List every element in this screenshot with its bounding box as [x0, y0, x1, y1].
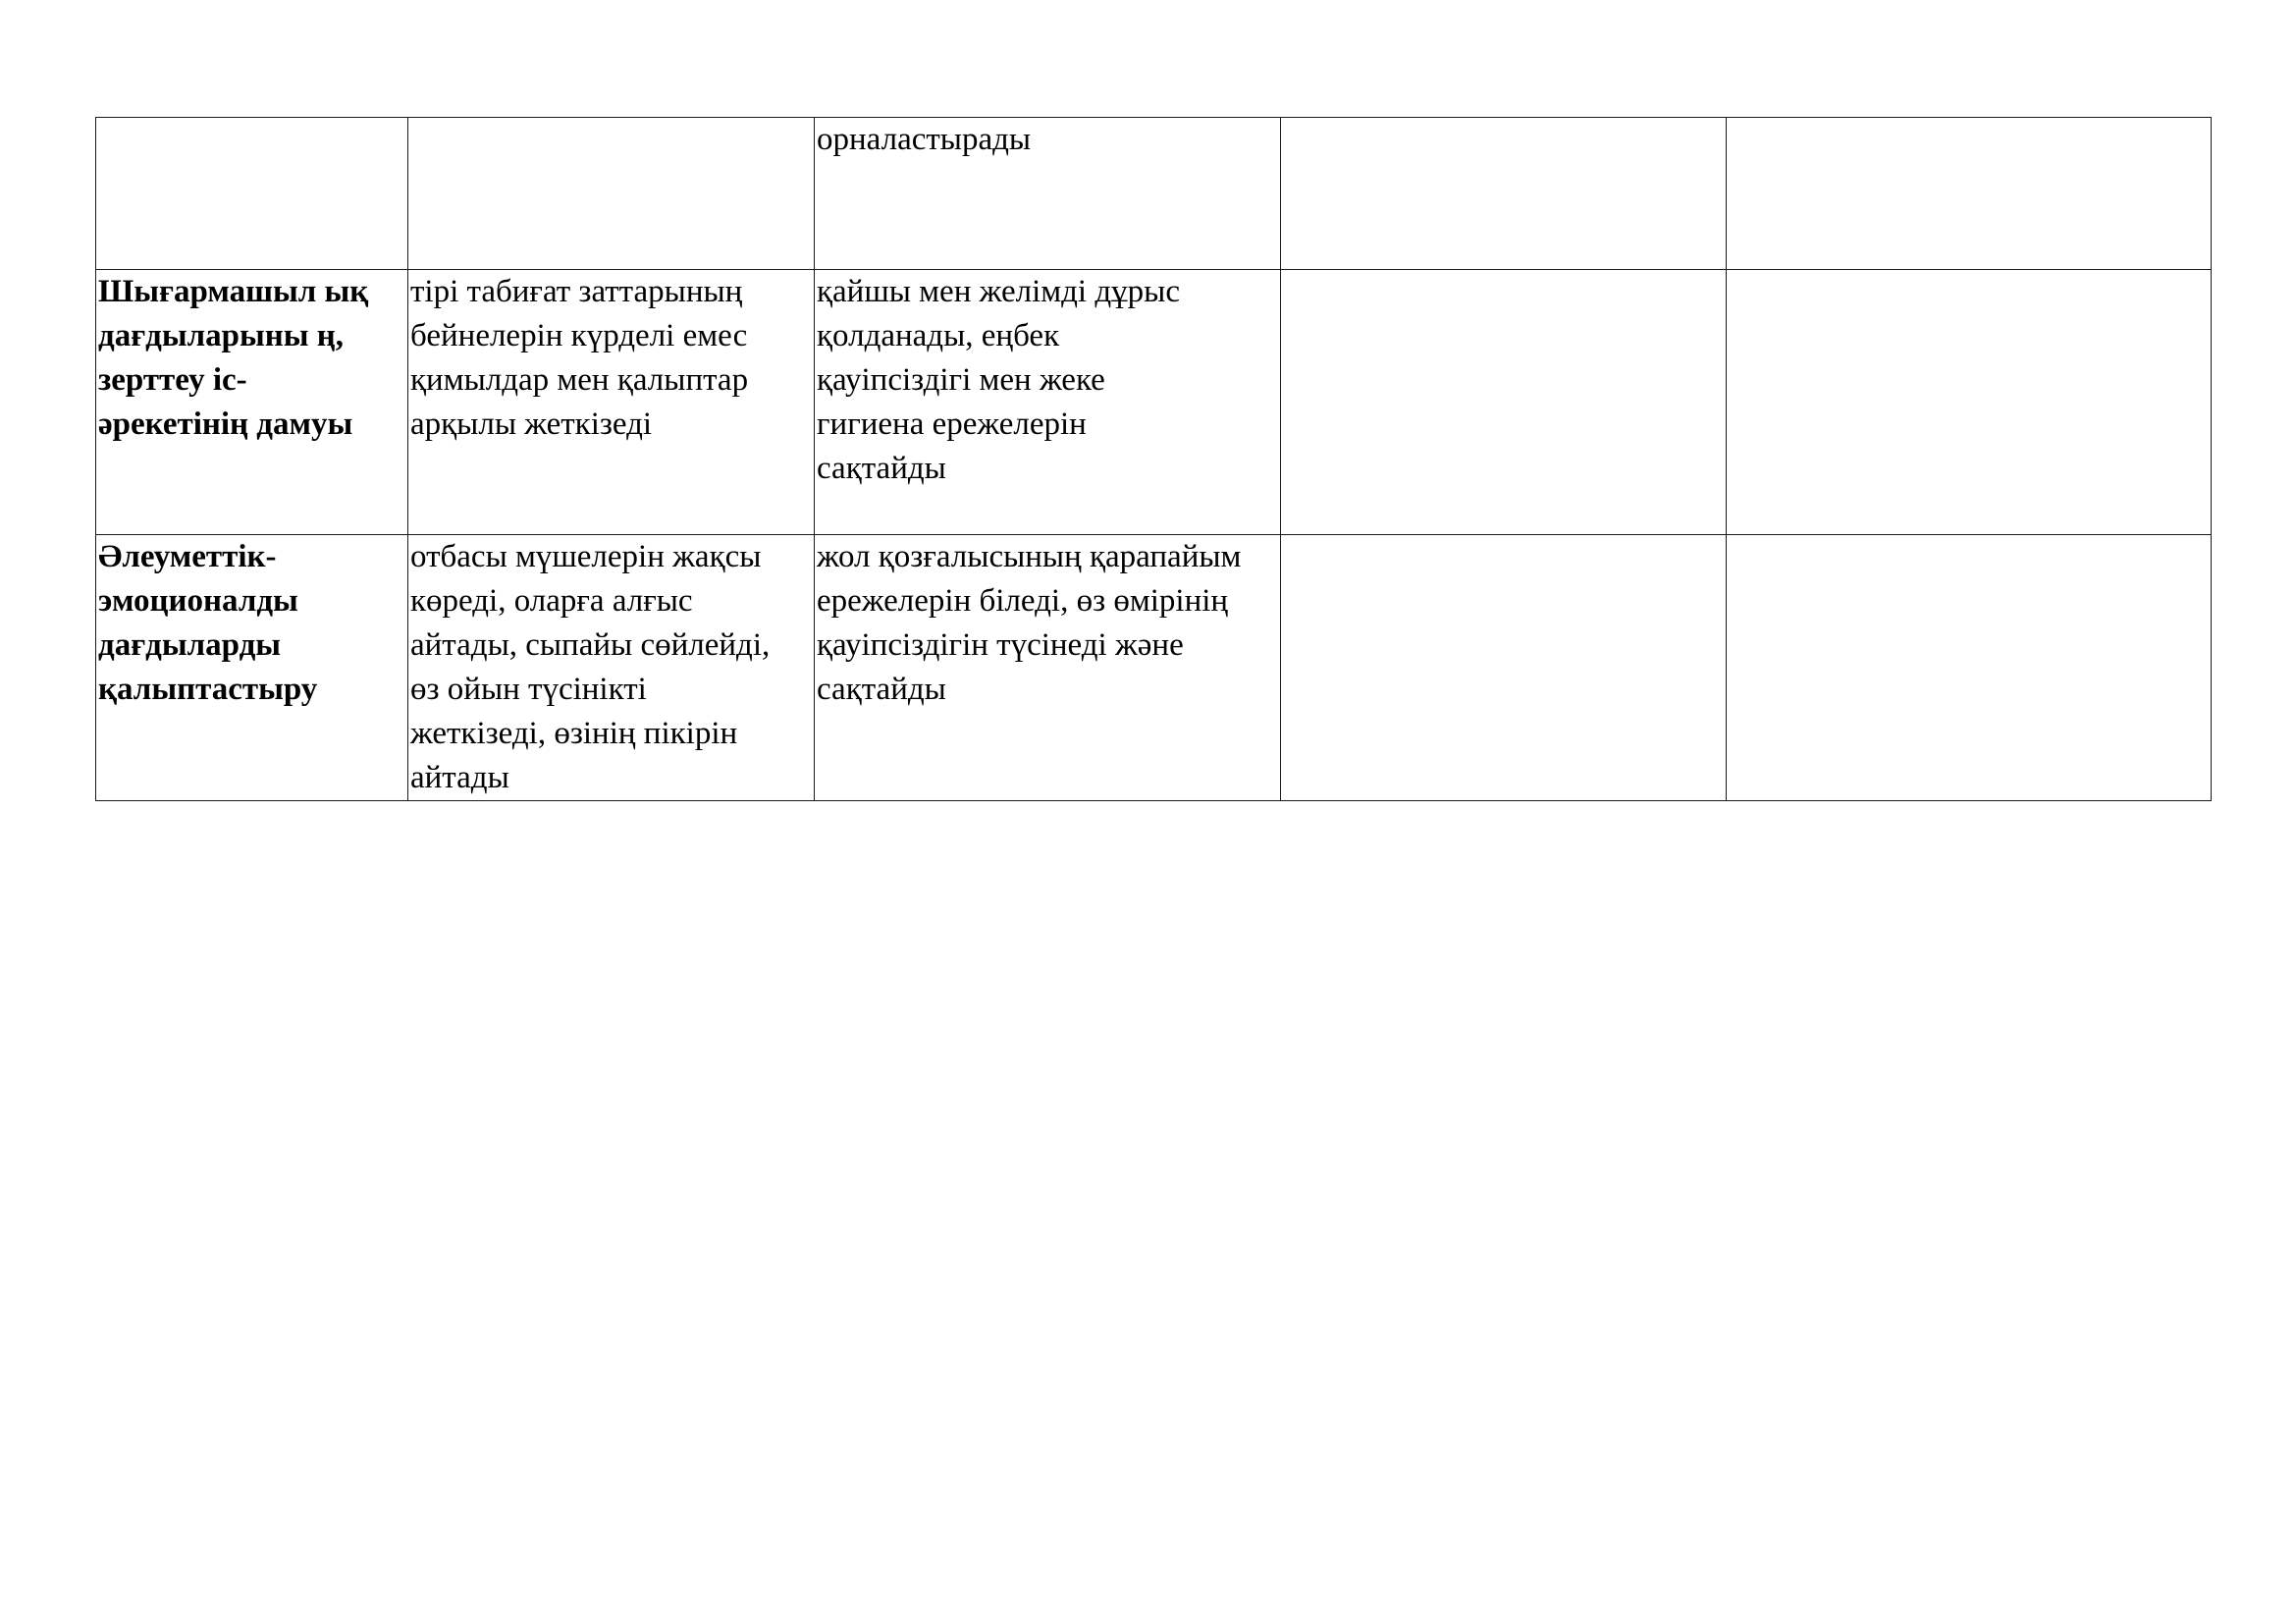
- table-cell-area: [96, 118, 408, 270]
- cell-text: отбасы мүшелерін жақсы көреді, оларға алғыс айтады, сыпайы сөйлейді, өз ойын түсінікті жеткізеді, өзінің пікірін айтады: [410, 539, 771, 795]
- table-cell: орналастырады: [815, 118, 1281, 270]
- table-cell: тірі табиғат заттарының бейнелерін күрделі емес қимылдар мен қалыптар арқылы жеткізеді: [408, 270, 815, 535]
- table-cell: [1281, 118, 1727, 270]
- table-row: [96, 270, 2212, 535]
- development-table: [95, 117, 2212, 801]
- table-cell: [1727, 118, 2212, 270]
- table-cell: [1727, 270, 2212, 535]
- table-cell: [1727, 535, 2212, 801]
- area-line: Әлеуметтік-эмоционалды дағдыларды қалыптастыру: [98, 539, 318, 707]
- table-row: [96, 535, 2212, 801]
- table-cell-area: [96, 535, 408, 801]
- table-cell: [1281, 535, 1727, 801]
- table-cell: [815, 270, 1281, 535]
- table-cell: [408, 535, 815, 801]
- table-cell: жол қозғалысының қарапайым ережелерін біледі, өз өмірінің қауіпсіздігін түсінеді және сақтайды: [815, 535, 1281, 801]
- area-line: Шығармашыл ық дағдыларыны ң, зерттеу іс-әрекетінің дамуы: [98, 274, 369, 442]
- table-cell-area: [96, 270, 408, 535]
- cell-text: қайшы мен желімді дұрыс қолданады, еңбек қауіпсіздігі мен жеке гигиена ережелерін сақтайды: [817, 274, 1180, 486]
- table-row: [96, 118, 2212, 270]
- table-cell: [1281, 270, 1727, 535]
- table-cell: [408, 118, 815, 270]
